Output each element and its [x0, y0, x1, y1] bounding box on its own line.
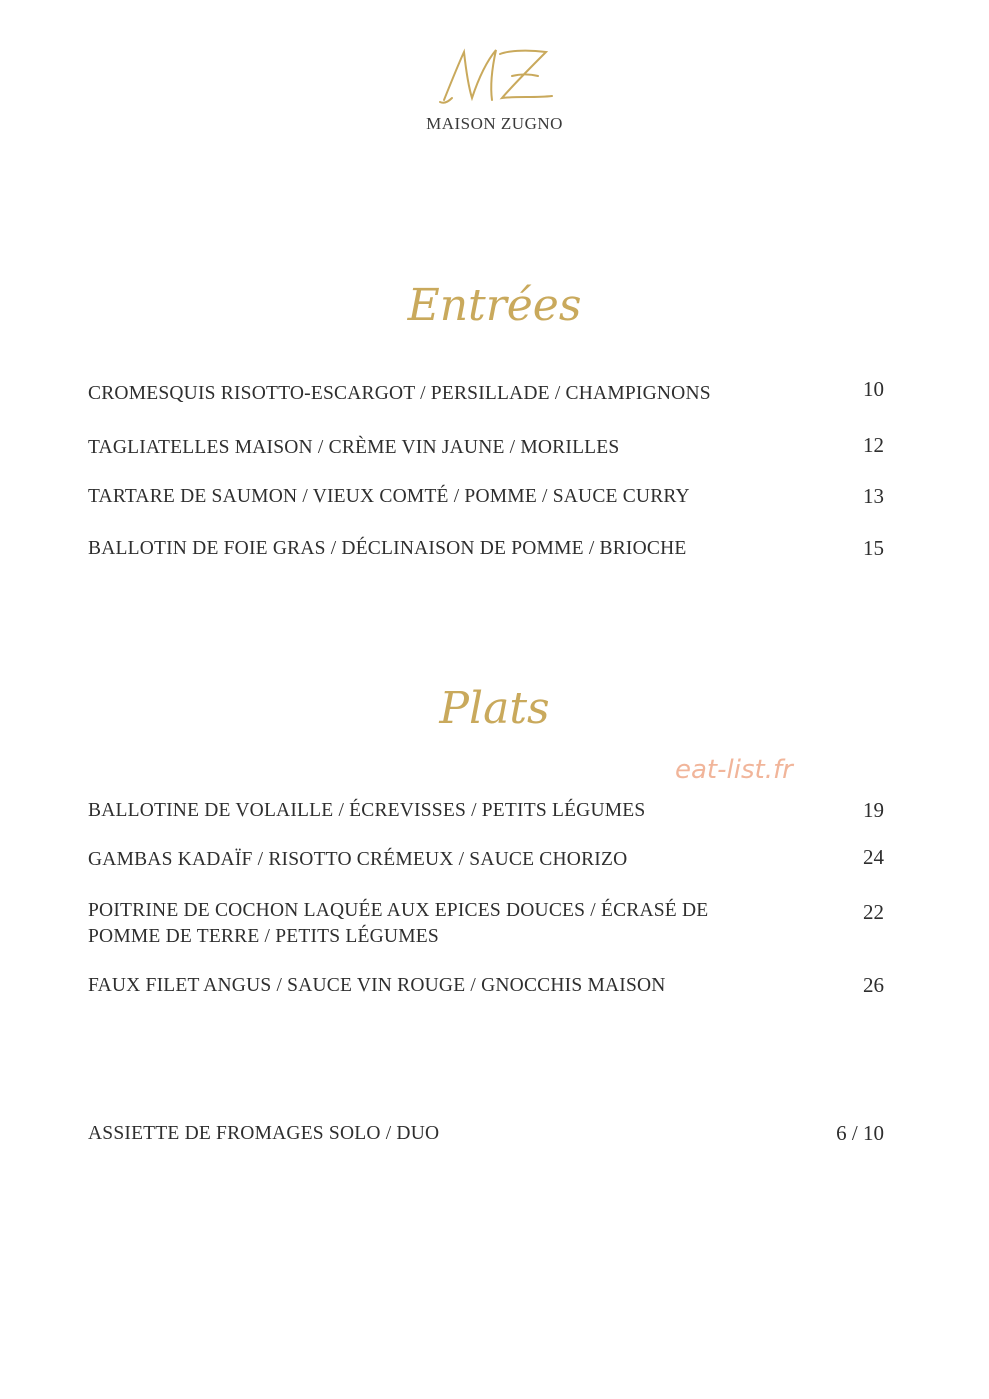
menu-item — [88, 798, 884, 824]
menu-item — [88, 536, 884, 562]
mz-monogram-logo — [430, 40, 560, 110]
menu-item — [88, 377, 884, 407]
menu-item-price: 6 / 10 — [836, 1121, 884, 1145]
menu-item-price: 13 — [863, 484, 884, 508]
menu-item-price: 12 — [863, 433, 884, 457]
menu-item-price: 26 — [863, 973, 884, 997]
menu-item-name: GAMBAS KADAÏF / RISOTTO CRÉMEUX / SAUCE CHORIZO — [88, 849, 628, 870]
menu-item-name: TARTARE DE SAUMON / VIEUX COMTÉ / POMME / SAUCE CURRY — [88, 486, 690, 507]
menu-item-price: 22 — [863, 900, 884, 924]
watermark: eat-list.fr — [675, 755, 793, 785]
menu-item — [88, 484, 884, 510]
menu-item-name: CROMESQUIS RISOTTO-ESCARGOT / PERSILLADE / CHAMPIGNONS — [88, 383, 711, 404]
menu-item-price: 10 — [863, 377, 884, 401]
menu-item-price: 15 — [863, 536, 884, 560]
brand-logo — [0, 40, 989, 134]
section-title-entrees: Entrées — [407, 280, 582, 331]
menu-item-price: 19 — [863, 798, 884, 822]
menu-item-name: BALLOTIN DE FOIE GRAS / DÉCLINAISON DE POMME / BRIOCHE — [88, 538, 687, 559]
menu-item — [88, 847, 884, 873]
menu-item — [88, 973, 884, 999]
menu-item-name: TAGLIATELLES MAISON / CRÈME VIN JAUNE / MORILLES — [88, 437, 620, 458]
menu-item — [88, 898, 884, 950]
menu-item-name: ASSIETTE DE FROMAGES SOLO / DUO — [88, 1123, 440, 1144]
section-title-plats: Plats — [439, 683, 550, 734]
menu-item-price: 24 — [863, 845, 884, 869]
brand-name: MAISON ZUGNO — [426, 114, 563, 133]
menu-item-name: BALLOTINE DE VOLAILLE / ÉCREVISSES / PETITS LÉGUMES — [88, 800, 646, 821]
menu-item-name: POITRINE DE COCHON LAQUÉE AUX EPICES DOUCES / ÉCRASÉ DE POMME DE TERRE / PETITS LÉGUMES — [88, 900, 709, 947]
menu-item — [88, 435, 884, 461]
menu-item-name: FAUX FILET ANGUS / SAUCE VIN ROUGE / GNOCCHIS MAISON — [88, 975, 666, 996]
menu-item-cheese — [88, 1121, 884, 1147]
